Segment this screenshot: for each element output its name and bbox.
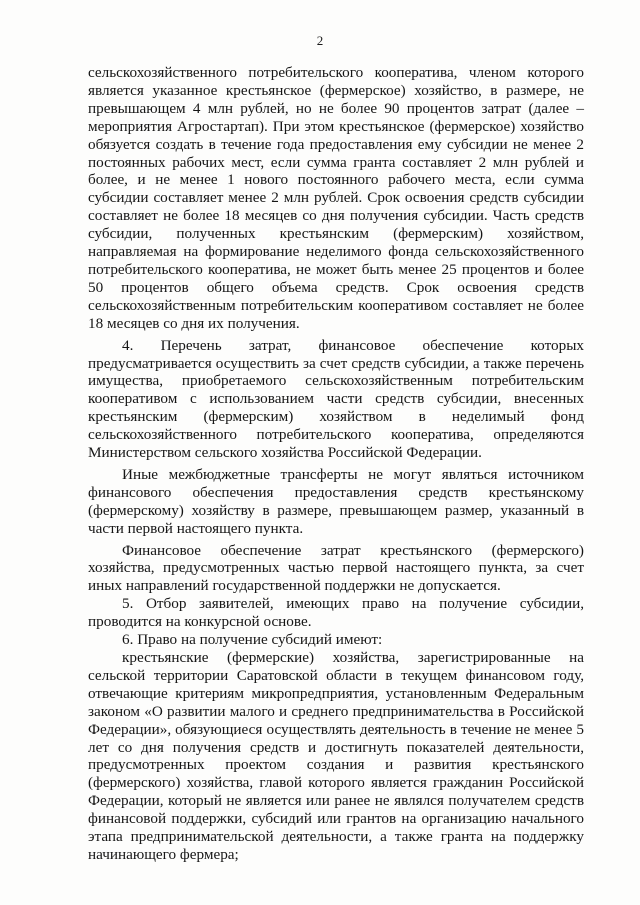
paragraph-eligibility: крестьянские (фермерские) хозяйства, зарегистрированные на сельской территории Саратовской области в текущем финансовом году, отвечающие критериям микропредприятия, установленным Федеральным законом «О развитии малого и среднего предпринимательства в Российской Федерации», обязующиеся осуществлять деятельность в течение не менее 5 лет со дня получения средств и достигнуть показателей деятельности, предусмотренных проектом создания и развития крестьянского (фермерского) хозяйства, главой которого является гражданин Российской Федерации, который не является или ранее не являлся получателем средств финансовой поддержки, субсидий или грантов на организацию начального этапа предпринимательской деятельности, а также гранта на поддержку начинающего фермера; [88,649,584,863]
paragraph-financing: Финансовое обеспечение затрат крестьянского (фермерского) хозяйства, предусмотренных частью первой настоящего пункта, за счет иных направлений государственной поддержки не допускается. [88,541,584,595]
paragraph-transfers: Иные межбюджетные трансферты не могут являться источником финансового обеспечения предоставления средств крестьянскому (фермерскому) хозяйству в размере, превышающем размер, указанный в части первой настоящего пункта. [88,465,584,537]
document-body [88,64,584,864]
paragraph-item-6: 6. Право на получение субсидий имеют: [122,631,383,649]
paragraph-item-4: 4. Перечень затрат, финансовое обеспечение которых предусматривается осуществить за счет средств субсидии, а также перечень имущества, приобретаемого сельскохозяйственным потребительским кооперативом с использованием части средств субсидии, внесенных крестьянским (фермерским) хозяйством в неделимый фонд сельскохозяйственного потребительского кооператива, определяются Министерством сельского хозяйства Российской Федерации. [88,336,584,462]
paragraph-continuation: сельскохозяйственного потребительского кооператива, членом которого является указанное крестьянское (фермерское) хозяйство, в размере, не превышающем 4 млн рублей, но не более 90 процентов затрат (далее – мероприятия Агростартап). При этом крестьянское (фермерское) хозяйство обязуется создать в течение года предоставления ему субсидии не менее 2 постоянных рабочих мест, если сумма гранта составляет 2 млн рублей и более, и не менее 1 нового постоянного рабочего места, если сумма субсидии составляет менее 2 млн рублей. Срок освоения средств субсидии составляет не более 18 месяцев со дня получения субсидии. Часть средств субсидии, полученных крестьянским (фермерским) хозяйством, направляемая на формирование неделимого фонда сельскохозяйственного потребительского кооператива, не может быть менее 25 процентов и более 50 процентов общего объема средств. Срок освоения средств сельскохозяйственным потребительским кооперативом составляет не более 18 месяцев со дня их получения. [88,64,584,332]
page-number: 2 [316,33,324,48]
paragraph-item-5: 5. Отбор заявителей, имеющих право на получение субсидии, проводится на конкурсной основе. [88,595,584,631]
